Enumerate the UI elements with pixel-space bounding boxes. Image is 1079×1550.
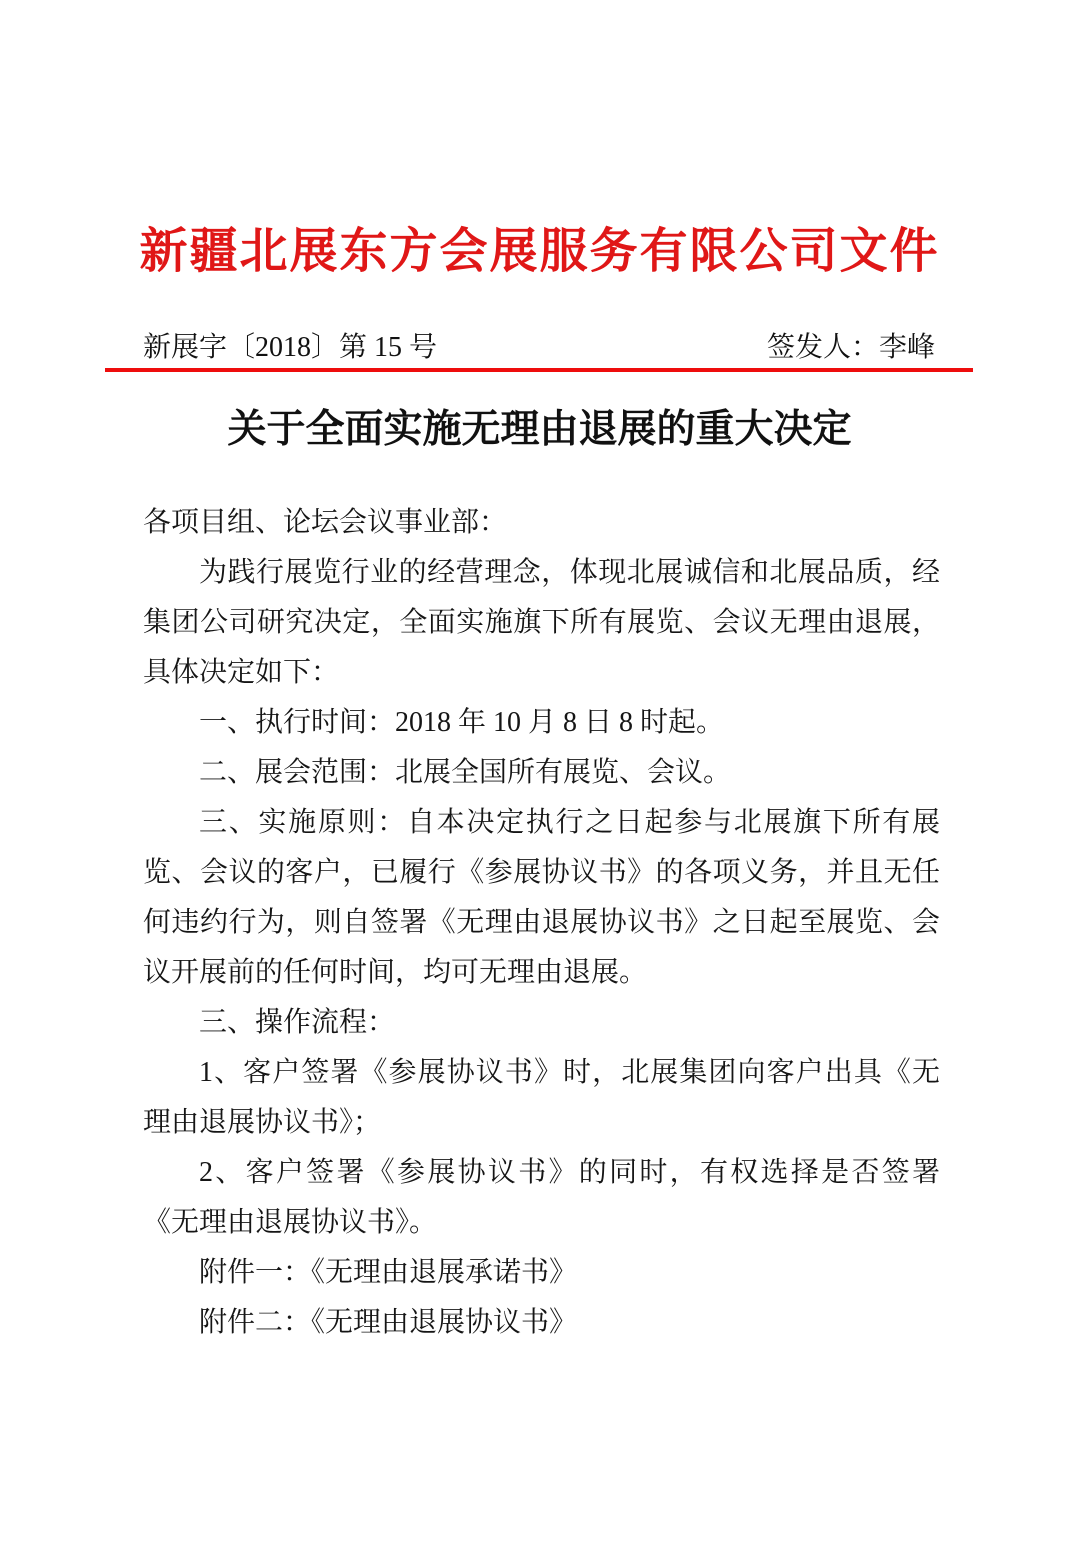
item-execution-time: 一、执行时间：2018 年 10 月 8 日 8 时起。 (199, 707, 725, 738)
process-step-2: 2、客户签署《参展协议书》的同时，有权选择是否签署《无理由退展协议书》。 (143, 1157, 940, 1238)
item-exhibition-scope: 二、展会范围：北展全国所有展览、会议。 (199, 757, 732, 788)
document-title: 关于全面实施无理由退展的重大决定 (227, 408, 852, 451)
company-header-title: 新疆北展东方会展服务有限公司文件 (139, 225, 940, 278)
signer-label: 签发人： (766, 332, 879, 363)
signer-name: 李峰 (878, 332, 935, 363)
paragraph-preamble: 为践行展览行业的经营理念，体现北展诚信和北展品质，经集团公司研究决定，全面实施旗下所有展览、会议无理由退展，具体决定如下： (143, 557, 940, 688)
attachment-2: 附件二：《无理由退展协议书》 (199, 1307, 578, 1338)
red-divider-line (105, 368, 973, 372)
attachment-1: 附件一：《无理由退展承诺书》 (199, 1257, 578, 1288)
salutation: 各项目组、论坛会议事业部： (143, 507, 508, 538)
item-implementation-principle: 三、实施原则：自本决定执行之日起参与北展旗下所有展览、会议的客户，已履行《参展协议书》的各项义务，并且无任何违约行为，则自签署《无理由退展协议书》之日起至展览、会议开展前的任何时间，均可无理由退展。 (143, 807, 940, 988)
process-step-1: 1、客户签署《参展协议书》时，北展集团向客户出具《无理由退展协议书》； (143, 1057, 940, 1138)
signer (767, 330, 935, 366)
document-body (143, 498, 940, 1348)
doc-meta-row (143, 330, 935, 366)
item-operation-process: 三、操作流程： (199, 1007, 396, 1038)
doc-number: 新展字〔2018〕第 15 号 (143, 332, 438, 363)
